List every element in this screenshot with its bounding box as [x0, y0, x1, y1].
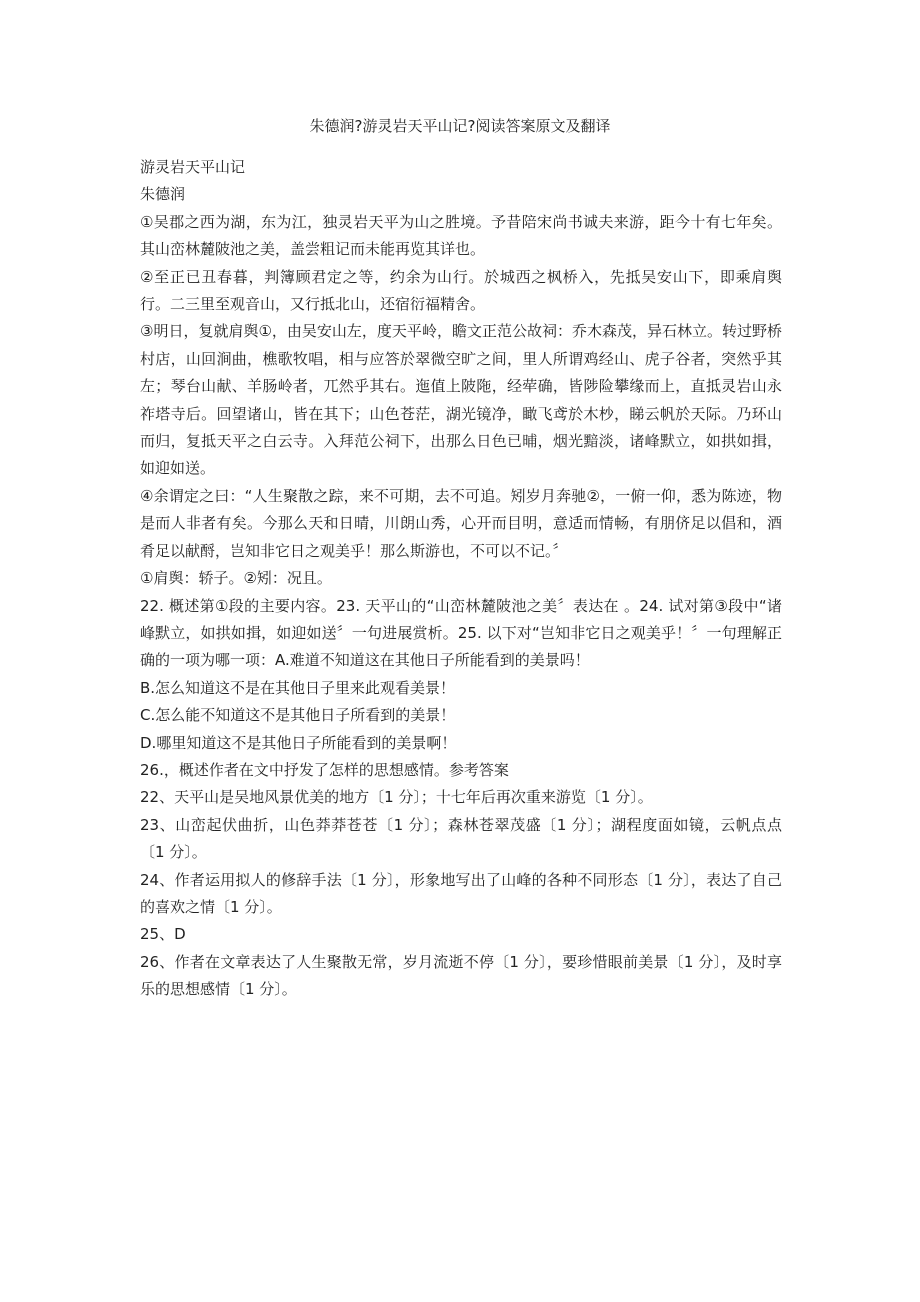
- answer-25: 25、D: [140, 925, 186, 944]
- footnotes: ①肩舆：轿子。②矧：况且。: [140, 569, 332, 588]
- document-body: [140, 154, 782, 1004]
- essay-paragraph-3: ③明日，复就肩舆①，由吴安山左，度天平岭，瞻文正范公故祠：乔木森茂，异石林立。转过野桥村店，山回涧曲，樵歌牧唱，相与应答於翠微空旷之间，里人所谓鸡经山、虎子谷者，突然乎其左；琴台山献、羊肠岭者，兀然乎其右。迤值上陂陁，经荦确，皆陟险攀缘而上，直抵灵岩山永祚塔寺后。回望诸山，皆在其下；山色苍茫，湖光镜净，瞰飞鸢於木杪，睇云帆於天际。乃环山而归，复抵天平之白云寺。入拜范公祠下，出那么日色已晡，烟光黯淡，诸峰默立，如拱如揖，如迎如送。: [140, 322, 782, 478]
- essay-title: 游灵岩天平山记: [140, 158, 246, 176]
- essay-paragraph-2: ②至正已丑春暮，判簿顾君定之等，约余为山行。於城西之枫桥入，先抵吴安山下，即乘肩舆行。二三里至观音山，又行抵北山，还宿衍福精舍。: [140, 267, 782, 314]
- answer-22: 22、天平山是吴地风景优美的地方〔1 分〕；十七年后再次重来游览〔1 分〕。: [140, 788, 653, 807]
- option-d: D.哪里知道这不是其他日子所能看到的美景啊！: [140, 733, 457, 752]
- questions: 22. 概述第①段的主要内容。23. 天平山的“山峦林麓陂池之美〞表达在 。24. 试对第③段中“诸峰默立，如拱如揖，如迎如送〞一句进展赏析。25. 以下对“岂知非它日之观美乎！〞一句理解正确的一项为哪一项：A.难道不知道这在其他日子所能看到的美景吗！: [140, 596, 782, 670]
- document-title: 朱德润?游灵岩天平山记?阅读答案原文及翻译: [309, 117, 611, 135]
- essay-author: 朱德润: [140, 185, 186, 204]
- option-c: C.怎么能不知道这不是其他日子所看到的美景！: [140, 706, 456, 725]
- answer-26: 26、作者在文章表达了人生聚散无常，岁月流逝不停〔1 分〕，要珍惜眼前美景〔1 分〕，及时享乐的思想感情〔1 分〕。: [140, 952, 782, 999]
- answer-23: 23、山峦起伏曲折，山色莽莽苍苍〔1 分〕；森林苍翠茂盛〔1 分〕；湖程度面如镜，云帆点点〔1 分〕。: [140, 815, 782, 862]
- essay-paragraph-4: ④余谓定之曰：“人生聚散之踪，来不可期，去不可追。矧岁月奔驰②，一俯一仰，悉为陈迹，物是而人非者有矣。今那么天和日晴，川朗山秀，心开而目明，意适而情畅，有朋侪足以倡和，酒肴足以献酹，岂知非它日之观美乎！那么斯游也，不可以不记。〞: [140, 486, 782, 560]
- option-b: B.怎么知道这不是在其他日子里来此观看美景！: [140, 678, 456, 697]
- essay-paragraph-1: ①吴郡之西为湖，东为江，独灵岩天平为山之胜境。予昔陪宋尚书诚夫来游，距今十有七年矣。其山峦林麓陂池之美，盖尝粗记而未能再览其详也。: [140, 212, 782, 259]
- question-26: 26.，概述作者在文中抒发了怎样的思想感情。参考答案: [140, 760, 509, 779]
- answer-24: 24、作者运用拟人的修辞手法〔1 分〕，形象地写出了山峰的各种不同形态〔1 分〕，表达了自己的喜欢之情〔1 分〕。: [140, 870, 782, 916]
